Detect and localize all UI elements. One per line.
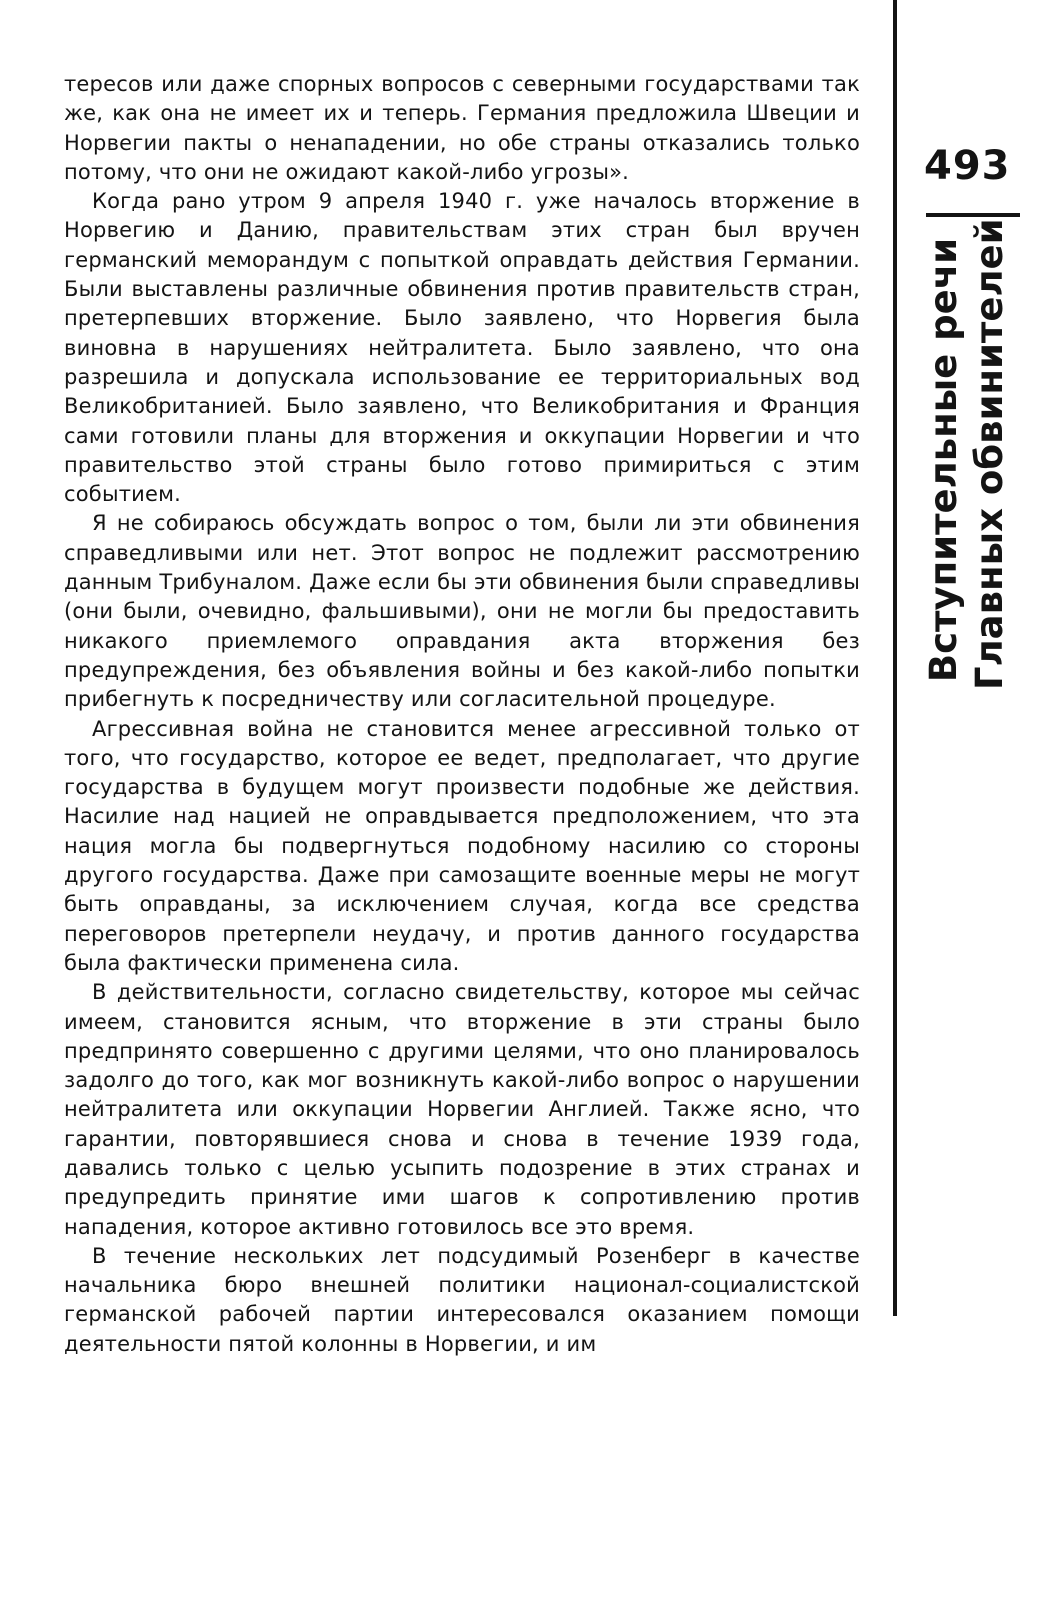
paragraph: В действительности, согласно свидетельству, которое мы сейчас имеем, становится ясным, что вторжение в эти страны было предпринято совершенно с другими целями, что оно планировалось задолго до того, как мог возникнуть какой-либо вопрос о нарушении нейтралитета или оккупации Норвегии Англией. Также ясно, что гарантии, повторявшиеся снова и снова в течение 1939 года, давались только с целью усыпить подозрение в этих странах и предупредить принятие ими шагов к сопротивлению против нападения, которое активно готовилось все это время. <box>64 980 860 1239</box>
paragraph: В течение нескольких лет подсудимый Розенберг в качестве начальника бюро внешней политики национал-социалистской германской рабочей партии интересовался оказанием помощи деятельности пятой колонны в Норвегии, и им <box>64 1243 860 1356</box>
page-number-underline <box>926 213 1020 217</box>
paragraph-continued: тересов или даже спорных вопросов с северными государствами так же, как она не имеет их и теперь. Германия предложила Швеции и Норвегии пакты о ненападении, но обе страны отказались только потому, что они не ожидают какой-либо угрозы». <box>64 72 860 184</box>
running-head-line-2: Главных обвинителей <box>968 218 1011 690</box>
paragraph: Когда рано утром 9 апреля 1940 г. уже началось вторжение в Норвегию и Данию, правительствам этих стран был вручен германский меморандум с попыткой оправдать действия Германии. Были выставлены различные обвинения против правительств стран, претерпевших вторжение. Было заявлено, что Норвегия была виновна в нарушениях нейтралитета. Было заявлено, что она разрешила и допускала использование ее территориальных вод Великобританией. Было заявлено, что Великобритания и Франция сами готовили планы для вторжения и оккупации Норвегии и что правительство этой страны было готово примириться с этим событием. <box>64 189 860 507</box>
paragraph: Я не собираюсь обсуждать вопрос о том, были ли эти обвинения справедливыми или нет. Этот вопрос не подлежит рассмотрению данным Трибуналом. Даже если бы эти обвинения были справедливы (они были, очевидно, фальшивыми), они не могли бы предоставить никакого приемлемого оправдания акта вторжения без предупреждения, без объявления войны и без какой-либо попытки прибегнуть к посредничеству или согласительной процедуре. <box>64 511 860 712</box>
running-head <box>921 218 1021 690</box>
paragraph: Агрессивная война не становится менее агрессивной только от того, что государство, которое ее ведет, предполагает, что другие государства в будущем могут произвести подобные же действия. Насилие над нацией не оправдывается предположением, что эта нация могла бы подвергнуться подобному насилию со стороны другого государства. Даже при самозащите военные меры не могут быть оправданы, за исключением случая, когда все средства переговоров претерпели неудачу, и против данного государства была фактически применена сила. <box>64 716 860 975</box>
margin-vertical-rule <box>893 0 897 1316</box>
page-number: 493 <box>924 143 1011 189</box>
running-head-line-1: Вступительные речи <box>922 237 965 683</box>
body-text <box>64 70 860 1359</box>
